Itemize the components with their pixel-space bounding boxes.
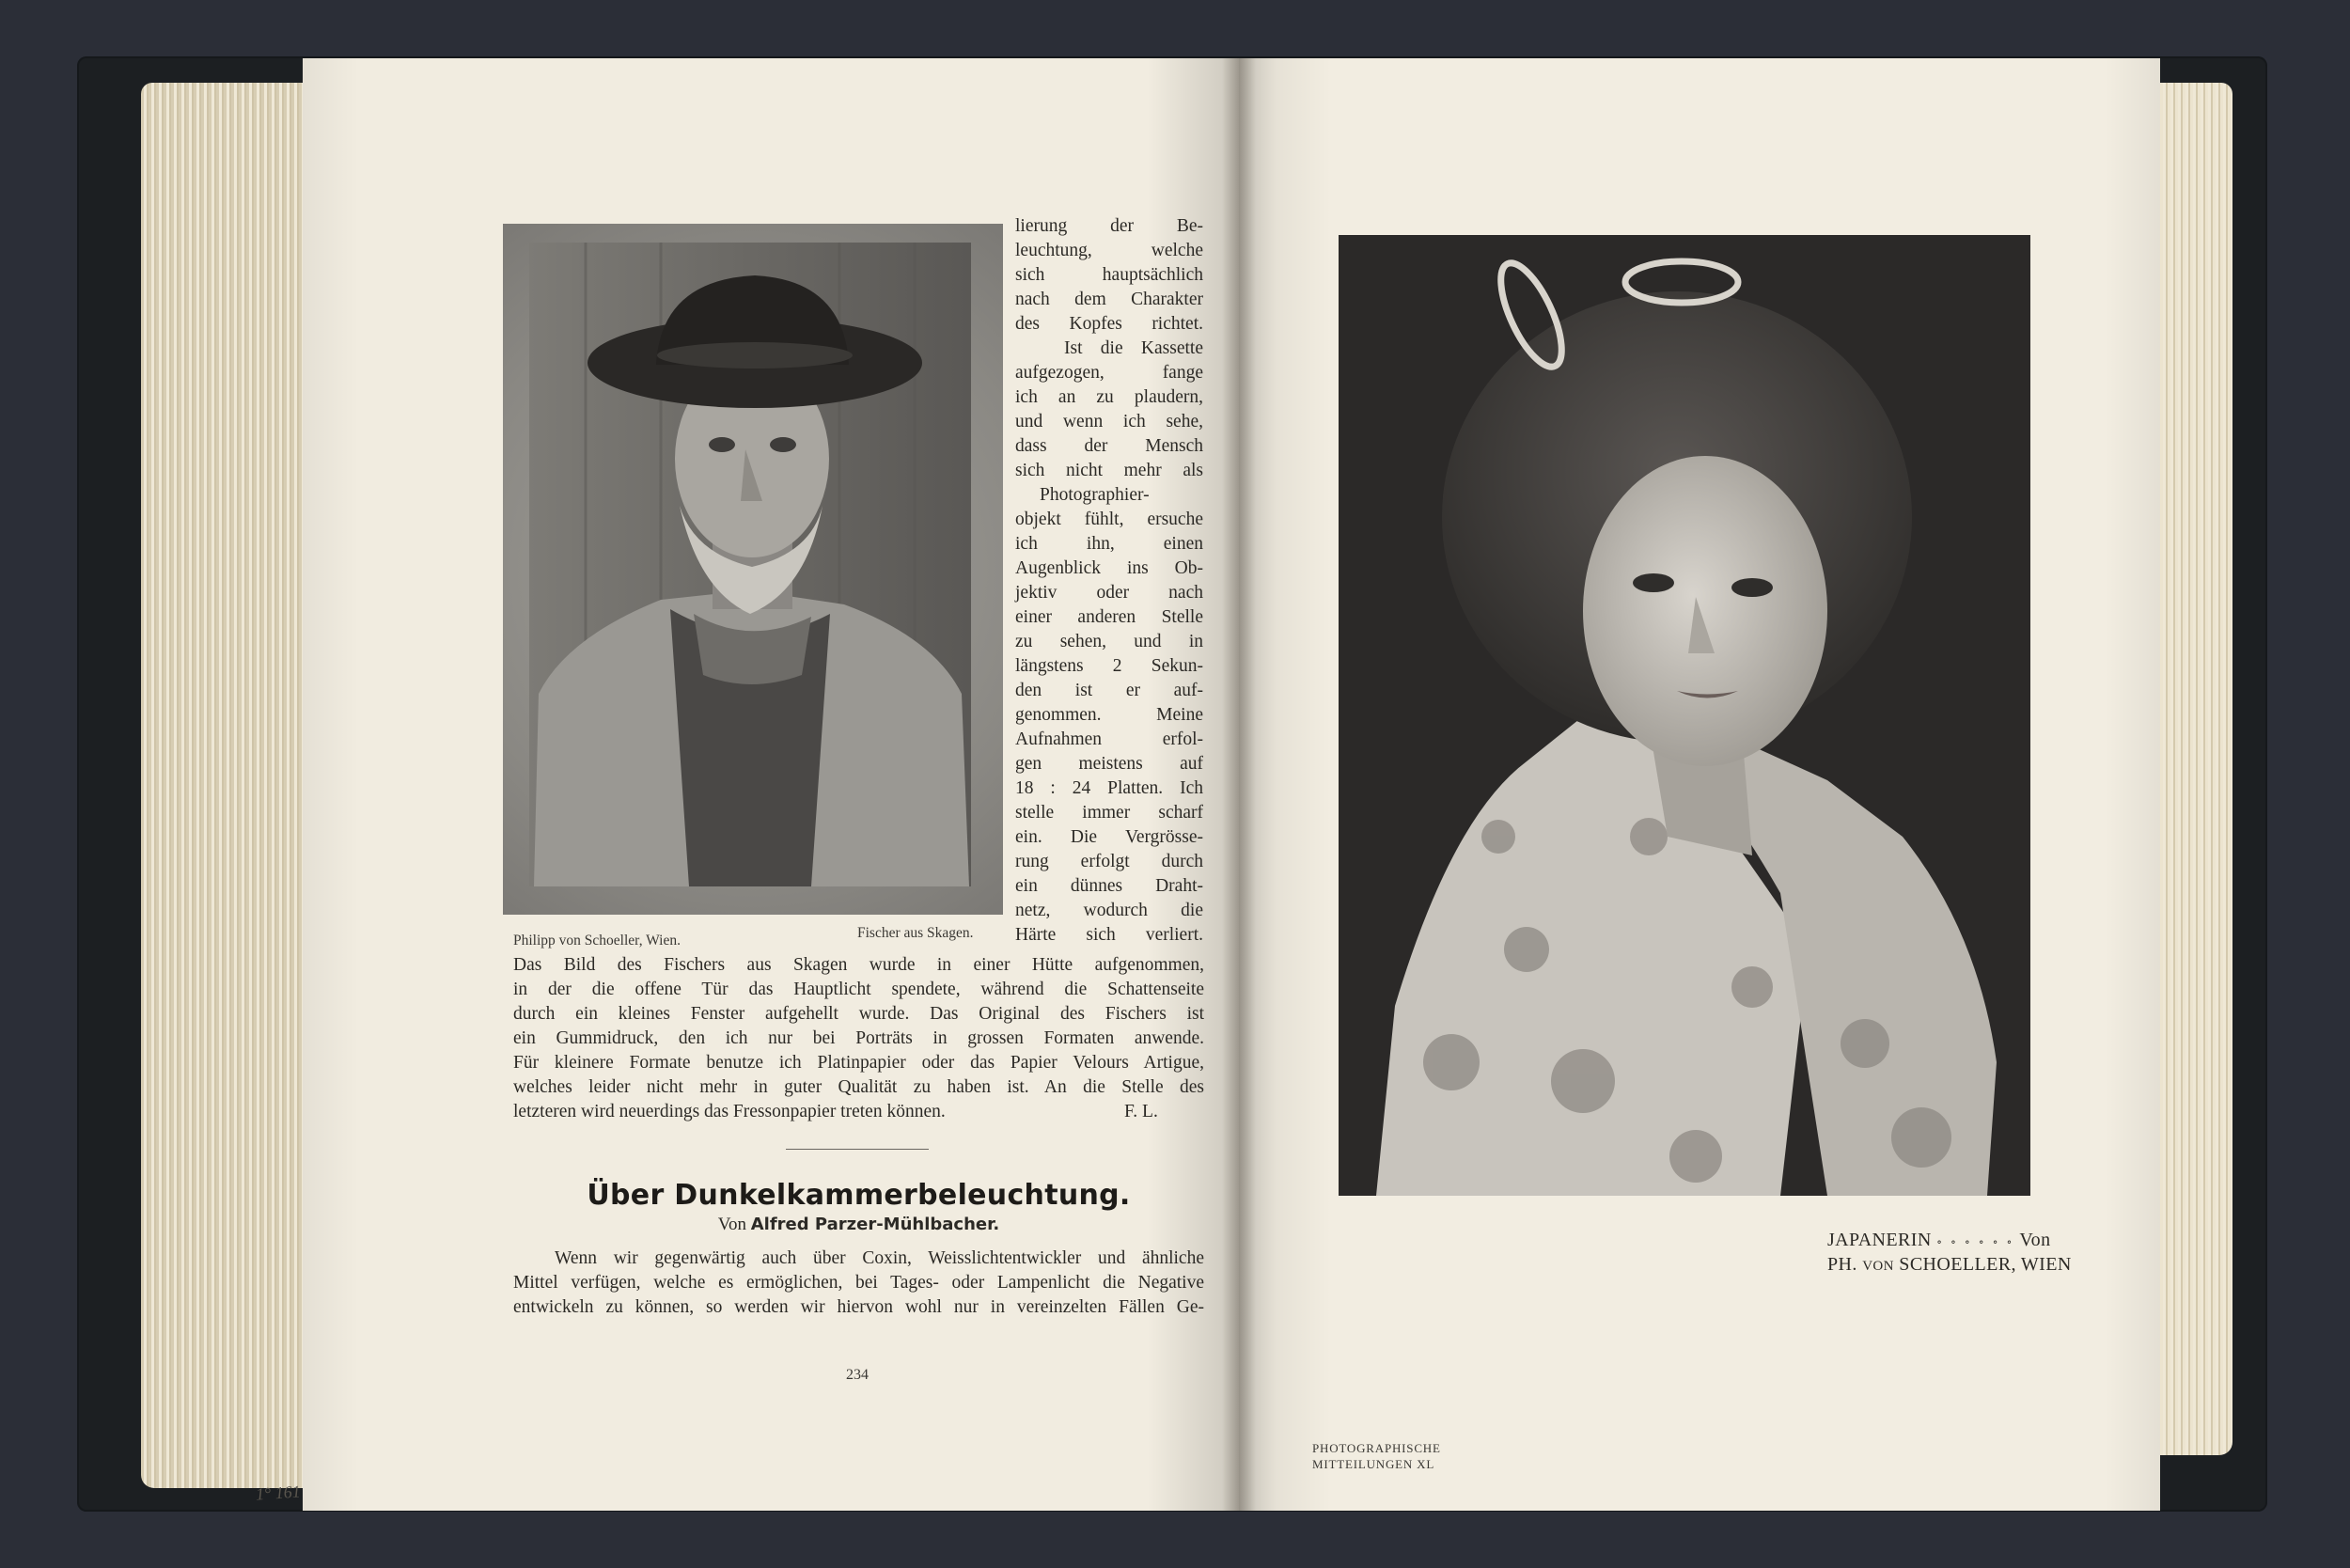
plate-author-initials: PH. xyxy=(1827,1254,1857,1275)
column-line: lierung der Be- xyxy=(1015,216,1203,236)
body-line: ein Gummidruck, den ich nur bei Porträts in grossen Formaten anwende. xyxy=(513,1028,1204,1048)
plate-author-name: SCHOELLER, WIEN xyxy=(1899,1254,2072,1275)
column-line: einer anderen Stelle xyxy=(1015,607,1203,627)
body-line: Für kleinere Formate benutze ich Platinpapier oder das Papier Velours Artigue, xyxy=(513,1053,1204,1073)
article-line: entwickeln zu können, so werden wir hiervon wohl nur in vereinzelten Fällen Ge- xyxy=(513,1297,1204,1317)
article-line: Mittel verfügen, welche es ermöglichen, bei Tages- oder Lampenlicht die Negative xyxy=(513,1273,1204,1293)
footer-publication xyxy=(1312,1440,1441,1472)
column-line: rung erfolgt durch xyxy=(1015,852,1203,871)
column-line: jektiv oder nach xyxy=(1015,583,1203,603)
column-line: objekt fühlt, ersuche xyxy=(1015,510,1203,529)
column-line: zu sehen, und in xyxy=(1015,632,1203,651)
column-line: nach dem Charakter xyxy=(1015,290,1203,309)
column-line: ein. Die Vergrösse- xyxy=(1015,827,1203,847)
photo-caption-photographer: Philipp von Schoeller, Wien. xyxy=(513,933,681,949)
signature: F. L. xyxy=(1124,1102,1158,1121)
fisherman-photo xyxy=(529,243,971,886)
column-line: Photographier- xyxy=(1040,485,1150,505)
column-line: Aufnahmen erfol- xyxy=(1015,729,1203,749)
column-line: des Kopfes richtet. xyxy=(1015,314,1203,334)
column-line: genommen. Meine xyxy=(1015,705,1203,725)
column-line: und wenn ich sehe, xyxy=(1015,412,1203,431)
fisherman-illustration xyxy=(529,243,971,886)
book-gutter xyxy=(1222,58,1256,1511)
section-divider xyxy=(786,1149,929,1150)
column-line: stelle immer scharf xyxy=(1015,803,1203,823)
column-line: ein dünnes Draht- xyxy=(1015,876,1203,896)
japanerin-illustration xyxy=(1339,235,2030,1196)
footer-line: MITTEILUNGEN XL xyxy=(1312,1457,1435,1471)
column-line: netz, wodurch die xyxy=(1015,901,1203,920)
decorative-dots: ∘ ∘ ∘ ∘ ∘ ∘ xyxy=(1936,1235,2015,1248)
column-line: aufgezogen, fange xyxy=(1015,363,1203,383)
column-line: den ist er auf- xyxy=(1015,681,1203,700)
byline-author: Alfred Parzer-Mühlbacher. xyxy=(750,1215,1000,1234)
plate-title: JAPANERIN xyxy=(1827,1230,1932,1250)
column-line: dass der Mensch xyxy=(1015,436,1203,456)
column-line: Augenblick ins Ob- xyxy=(1015,558,1203,578)
plate-author-von: VON xyxy=(1862,1259,1894,1274)
body-line: letzteren wird neuerdings das Fressonpapier treten können. xyxy=(513,1102,946,1121)
column-line: Härte sich verliert. xyxy=(1015,925,1203,945)
body-line: welches leider nicht mehr in guter Qualität zu haben ist. An die Stelle des xyxy=(513,1077,1204,1097)
page-number: 234 xyxy=(846,1367,869,1383)
plate-caption-line-1 xyxy=(1827,1230,2051,1251)
japanerin-photo xyxy=(1339,235,2030,1196)
byline-prefix: Von xyxy=(717,1215,746,1234)
column-line: längstens 2 Sekun- xyxy=(1015,656,1203,676)
column-line: ich ihn, einen xyxy=(1015,534,1203,554)
column-line: sich hauptsächlich xyxy=(1015,265,1203,285)
column-line: 18 : 24 Platten. Ich xyxy=(1015,778,1203,798)
body-line: in der die offene Tür das Hauptlicht spendete, während die Schattenseite xyxy=(513,980,1204,999)
pencil-note: 1° 161 xyxy=(255,1482,302,1504)
plate-von: Von xyxy=(2019,1230,2051,1250)
body-line: durch ein kleines Fenster aufgehellt wurde. Das Original des Fischers ist xyxy=(513,1004,1204,1024)
article-title: Über Dunkelkammerbeleuchtung. xyxy=(587,1179,1131,1212)
column-line: sich nicht mehr als xyxy=(1015,461,1203,480)
article-line: Wenn wir gegenwärtig auch über Coxin, Weisslichtentwickler und ähnliche xyxy=(555,1248,1204,1268)
column-line: Ist die Kassette xyxy=(1064,338,1203,358)
column-line: ich an zu plaudern, xyxy=(1015,387,1203,407)
article-byline xyxy=(513,1215,1204,1235)
column-line: leuchtung, welche xyxy=(1015,241,1203,260)
plate-caption-line-2 xyxy=(1827,1254,2072,1276)
footer-line: PHOTOGRAPHISCHE xyxy=(1312,1441,1441,1455)
body-line: Das Bild des Fischers aus Skagen wurde in einer Hütte aufgenommen, xyxy=(513,955,1204,975)
column-line: gen meistens auf xyxy=(1015,754,1203,774)
photo-caption-title: Fischer aus Skagen. xyxy=(857,925,974,941)
page-edges-left xyxy=(141,83,312,1488)
page-edges-right xyxy=(2148,83,2232,1455)
